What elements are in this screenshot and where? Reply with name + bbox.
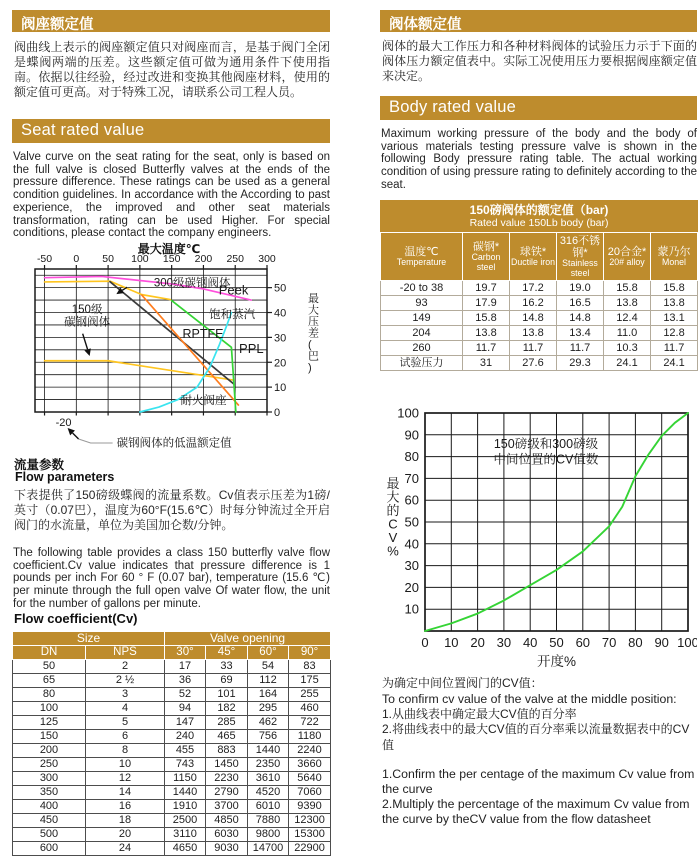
cell: 400 (13, 800, 86, 814)
cell: 1440 (165, 786, 206, 800)
cell: 450 (13, 814, 86, 828)
rating-column-header: 碳钢* Carbon steel (463, 233, 510, 281)
cell: 182 (206, 702, 248, 716)
rating-table-title: 150磅阀体的额定值（bar) Rated value 150Lb body (bar) (381, 201, 698, 233)
svg-text:250: 250 (226, 253, 244, 265)
section-header-seat-cn (12, 10, 330, 32)
cell: 69 (206, 674, 248, 688)
cell: 83 (289, 660, 331, 674)
svg-text:最大温度℃: 最大温度℃ (137, 242, 201, 256)
flow-column-header: 30° (165, 646, 206, 660)
cv-table (12, 631, 331, 856)
cell: 11.7 (463, 341, 510, 356)
cell: 455 (165, 744, 206, 758)
cv-notes (382, 676, 698, 827)
cell: 200 (13, 744, 86, 758)
cell: 13.8 (463, 326, 510, 341)
cell: 17 (165, 660, 206, 674)
cell: 260 (381, 341, 463, 356)
cell: 24.1 (651, 356, 698, 371)
svg-text:60: 60 (575, 635, 591, 650)
cell: 6030 (206, 828, 248, 842)
cell: 33 (206, 660, 248, 674)
svg-text:10: 10 (444, 635, 459, 650)
section-header-body-en (380, 96, 697, 120)
flow-group-header: Valve opening (165, 632, 331, 646)
cell: 462 (248, 716, 289, 730)
flow-table-group-header-row (13, 632, 331, 646)
svg-text:150级: 150级 (71, 304, 103, 317)
svg-text:90: 90 (404, 427, 419, 443)
svg-text:70: 70 (601, 635, 617, 650)
cell: 300 (13, 772, 86, 786)
svg-text:0: 0 (73, 253, 80, 265)
cell: 743 (165, 758, 206, 772)
cell: 204 (381, 326, 463, 341)
section-header-body-en-label: Body rated value (389, 98, 517, 116)
cell: 500 (13, 828, 86, 842)
body-intro-en: Maximum working pressure of the body and the body of various materials testing pressure valve is shown in the following Body pressure rating table. The actual working condition of using pressure rating to definitely according to the seat. (381, 128, 697, 191)
svg-text:200: 200 (194, 253, 213, 265)
cell: 250 (13, 758, 86, 772)
note-confirm-cn: 为确定中间位置阀门的CV值： (382, 676, 543, 690)
cell: 465 (206, 730, 248, 744)
table-row (13, 688, 331, 702)
cell: 1180 (289, 730, 331, 744)
rating-column-header: 球铁* Ductile iron (510, 233, 557, 281)
table-row (13, 730, 331, 744)
cell: 883 (206, 744, 248, 758)
cell: 31 (463, 356, 510, 371)
cell: 13.8 (510, 326, 557, 341)
cell: 285 (206, 716, 248, 730)
cell: 16.5 (557, 296, 604, 311)
cv-percentage-chart-svg (380, 388, 697, 670)
svg-text:90: 90 (654, 635, 669, 650)
cell: 175 (289, 674, 331, 688)
cell: 7060 (289, 786, 331, 800)
cell: 3660 (289, 758, 331, 772)
rating-column-header: 20合金* 20# alloy (604, 233, 651, 281)
svg-text:50: 50 (404, 514, 419, 530)
cell: 12300 (289, 814, 331, 828)
svg-text:80: 80 (628, 635, 643, 650)
svg-text:40: 40 (274, 307, 287, 320)
flow-column-header: 45° (206, 646, 248, 660)
table-row (381, 341, 698, 356)
svg-text:100: 100 (131, 253, 149, 265)
cell: 112 (248, 674, 289, 688)
cell: 6010 (248, 800, 289, 814)
cell: 11.0 (604, 326, 651, 341)
table-row (381, 281, 698, 296)
cell: 24.1 (604, 356, 651, 371)
cell: 240 (165, 730, 206, 744)
rating-table-150lb (380, 200, 698, 371)
flow-column-header: NPS (86, 646, 165, 660)
cell: 80 (13, 688, 86, 702)
cell: 12.4 (604, 311, 651, 326)
table-row (13, 744, 331, 758)
note-step1-cn: 1.从曲线表中确定最大CV值的百分率 (382, 706, 577, 721)
rating-table-title-row (381, 201, 698, 233)
svg-text:0: 0 (274, 407, 281, 419)
cell: 1910 (165, 800, 206, 814)
cell: 150 (13, 730, 86, 744)
cell: 8 (86, 744, 165, 758)
table-row (13, 702, 331, 716)
cell: 18 (86, 814, 165, 828)
seat-intro-cn: 阀曲线上表示的阀座额定值只对阀座而言，是基于阀门全闭是蝶阀两端的压差。这些额定值可做为通用条件下使用指南。依据以往经验，经过改进和变换其他阀座材料，使用的额定值可更高。对于特殊工况，请联系公司工程人员。 (14, 40, 330, 99)
cell: 147 (165, 716, 206, 730)
cell: 65 (13, 674, 86, 688)
seat-rating-chart (12, 242, 330, 450)
cell: 24 (86, 842, 165, 856)
cell: 19.7 (463, 281, 510, 296)
table-row (13, 758, 331, 772)
svg-text:-50: -50 (36, 253, 53, 265)
cell: 295 (248, 702, 289, 716)
cell: 149 (381, 311, 463, 326)
rating-table-header-row (381, 233, 698, 281)
cv-table-title: Flow coefficient(Cv) (14, 611, 138, 626)
section-header-seat-en (12, 119, 330, 143)
cell: 试验压力 (381, 356, 463, 371)
cell: 12.8 (651, 326, 698, 341)
table-row (13, 814, 331, 828)
svg-text:中间位置的CV值数: 中间位置的CV值数 (493, 452, 599, 467)
cell: 9800 (248, 828, 289, 842)
table-row (381, 296, 698, 311)
svg-text:-20: -20 (55, 417, 72, 429)
svg-text:碳钢阀体: 碳钢阀体 (64, 316, 111, 329)
table-row (13, 772, 331, 786)
rating-column-header: 温度℃ Temperature (381, 233, 463, 281)
svg-text:30: 30 (404, 558, 419, 574)
cell: 100 (13, 702, 86, 716)
svg-text:50: 50 (274, 282, 287, 295)
svg-text:0: 0 (421, 635, 429, 650)
cell: 3110 (165, 828, 206, 842)
cell: 2230 (206, 772, 248, 786)
notes-spacer (382, 753, 698, 767)
cell: 11.7 (557, 341, 604, 356)
cell: 2500 (165, 814, 206, 828)
svg-text:100: 100 (677, 635, 697, 650)
cell: 15300 (289, 828, 331, 842)
cell: 3700 (206, 800, 248, 814)
svg-text:碳钢阀体的低温额定值: 碳钢阀体的低温额定值 (116, 437, 232, 450)
cell: 255 (289, 688, 331, 702)
flow-column-header: 90° (289, 646, 331, 660)
cell: 4 (86, 702, 165, 716)
svg-text:饱和蒸汽: 饱和蒸汽 (209, 308, 256, 321)
cell: 14700 (248, 842, 289, 856)
cell: 460 (289, 702, 331, 716)
section-header-body-cn (380, 10, 697, 32)
cell: 27.6 (510, 356, 557, 371)
svg-text:耐火阀座: 耐火阀座 (180, 395, 227, 408)
cell: 350 (13, 786, 86, 800)
svg-text:30: 30 (496, 635, 512, 650)
section-header-body-cn-label: 阀体额定值 (389, 17, 462, 33)
cell: 15.8 (463, 311, 510, 326)
cell: 11.7 (510, 341, 557, 356)
svg-text:PPL: PPL (239, 340, 264, 356)
cell: 22900 (289, 842, 331, 856)
svg-text:20: 20 (470, 635, 485, 650)
flow-text-en: The following table provides a class 150 butterfly valve flow coefficient.Cv value indicates that pressure difference is 1 pounds per inch For 60 ° F (0.07 bar), temperature (15.6 ℃) per minute through the full open valve Of water flow, the unit for the number of gallons per minute. (13, 547, 330, 610)
body-rating-table (380, 200, 698, 371)
table-row (13, 786, 331, 800)
table-row (381, 326, 698, 341)
note-step1-en: 1.Confirm the per centage of the maximum Cv value from the curve (382, 767, 695, 796)
cell: 13.8 (651, 296, 698, 311)
svg-text:300: 300 (258, 253, 276, 265)
svg-text:最大的CV%: 最大的 C V % (386, 476, 400, 559)
cell: 54 (248, 660, 289, 674)
note-confirm-en: To confirm cv value of the valve at the middle position: (382, 691, 677, 706)
table-row (13, 660, 331, 674)
cell: 600 (13, 842, 86, 856)
cell: 756 (248, 730, 289, 744)
rating-column-header: 蒙乃尔 Monel (651, 233, 698, 281)
cell: 9390 (289, 800, 331, 814)
cell: 19.0 (557, 281, 604, 296)
svg-text:RPTFE: RPTFE (182, 327, 224, 342)
cell: 4850 (206, 814, 248, 828)
cell: 10.3 (604, 341, 651, 356)
cell: 5 (86, 716, 165, 730)
cell: 4650 (165, 842, 206, 856)
cell: 14.8 (557, 311, 604, 326)
seat-intro-en: Valve curve on the seat rating for the seat, only is based on the full valve is closed Butterfly valves at the ends of the pressure difference. These ratings can be used as a general condition guidelines. In accordance with the According to past experience, the improved and other seat materials transformation, rating can be used Higher. For special conditions, please contact the company engineers. (13, 151, 330, 240)
svg-text:40: 40 (522, 635, 538, 650)
table-row (13, 716, 331, 730)
cell: 16 (86, 800, 165, 814)
table-row (13, 674, 331, 688)
svg-text:150: 150 (162, 253, 181, 265)
cell: 2 (86, 660, 165, 674)
cell: 1150 (165, 772, 206, 786)
cell: 15.8 (651, 281, 698, 296)
section-header-seat-en-label: Seat rated value (21, 121, 145, 139)
cell: 17.2 (510, 281, 557, 296)
cell: 20 (86, 828, 165, 842)
cell: 2 ½ (86, 674, 165, 688)
flow-coefficient-table (12, 631, 331, 856)
svg-text:Peek: Peek (218, 282, 249, 298)
rating-column-header: 316不锈钢* Stainless steel (557, 233, 604, 281)
flow-column-header: 60° (248, 646, 289, 660)
cell: 6 (86, 730, 165, 744)
svg-text:300级碳钢阀体: 300级碳钢阀体 (153, 277, 231, 290)
cell: 101 (206, 688, 248, 702)
cell: 16.2 (510, 296, 557, 311)
cell: 2350 (248, 758, 289, 772)
table-row (13, 828, 331, 842)
svg-text:40: 40 (404, 536, 419, 552)
cell: 1440 (248, 744, 289, 758)
cell: 13.8 (604, 296, 651, 311)
table-row (381, 311, 698, 326)
cell: 12 (86, 772, 165, 786)
svg-text:50: 50 (549, 635, 564, 650)
svg-text:30: 30 (274, 332, 287, 345)
svg-text:80: 80 (404, 449, 419, 465)
note-step2-cn: 2.将曲线表中的最大CV值的百分率乘以流量数据表中的CV值 (382, 722, 690, 752)
svg-text:20: 20 (274, 357, 287, 370)
flow-text-cn: 下表提供了150磅级蝶阀的流量系数。Cv值表示压差为1磅/英寸（0.07巴），温度为60°F(15.6℃）时每分钟流过全开启阀门的水流量，单位为美国加仑数/分钟。 (14, 488, 330, 532)
cell: 14.8 (510, 311, 557, 326)
cell: 3 (86, 688, 165, 702)
svg-text:150磅级和300磅级: 150磅级和300磅级 (493, 436, 599, 451)
cell: 13.4 (557, 326, 604, 341)
cell: 3610 (248, 772, 289, 786)
note-step2-en: 2.Multiply the percentage of the maximum Cv value from the curve by theCV value from the flow datasheet (382, 797, 690, 826)
cell: 13.1 (651, 311, 698, 326)
cell: 2240 (289, 744, 331, 758)
cell: 9030 (206, 842, 248, 856)
cell: 7880 (248, 814, 289, 828)
table-row (13, 842, 331, 856)
cell: 2790 (206, 786, 248, 800)
cell: 50 (13, 660, 86, 674)
cell: 11.7 (651, 341, 698, 356)
seat-rating-chart-svg (12, 242, 330, 450)
cell: 94 (165, 702, 206, 716)
cell: 164 (248, 688, 289, 702)
flow-table-column-header-row (13, 646, 331, 660)
cv-percentage-chart (380, 388, 697, 670)
svg-text:10: 10 (274, 382, 287, 395)
table-row (381, 356, 698, 371)
section-header-seat-cn-label: 阀座额定值 (21, 17, 94, 33)
cell: 1450 (206, 758, 248, 772)
cell: 29.3 (557, 356, 604, 371)
cell: 36 (165, 674, 206, 688)
svg-text:60: 60 (404, 492, 419, 508)
cell: 52 (165, 688, 206, 702)
cell: 722 (289, 716, 331, 730)
cell: -20 to 38 (381, 281, 463, 296)
cell: 10 (86, 758, 165, 772)
cell: 125 (13, 716, 86, 730)
cell: 93 (381, 296, 463, 311)
svg-text:50: 50 (102, 253, 114, 265)
svg-text:70: 70 (404, 470, 419, 486)
cell: 15.8 (604, 281, 651, 296)
svg-text:开度%: 开度% (536, 654, 577, 669)
cell: 4520 (248, 786, 289, 800)
svg-text:最大压差(巴): 最大压差(巴) (308, 293, 319, 374)
cell: 5640 (289, 772, 331, 786)
svg-text:100: 100 (397, 405, 419, 421)
cell: 14 (86, 786, 165, 800)
flow-column-header: DN (13, 646, 86, 660)
body-intro-cn: 阀体的最大工作压力和各种材料阀体的试验压力示于下面的阀体压力额定值表中。实际工况使用压力要根据阀座额定值来决定。 (382, 39, 697, 83)
cell: 17.9 (463, 296, 510, 311)
svg-text:10: 10 (404, 601, 419, 617)
svg-text:20: 20 (404, 579, 419, 595)
flow-group-header: Size (13, 632, 165, 646)
flow-params-heading-cn: 流量参数 (14, 458, 65, 472)
flow-params-heading-en: Flow parameters (15, 470, 115, 484)
table-row (13, 800, 331, 814)
